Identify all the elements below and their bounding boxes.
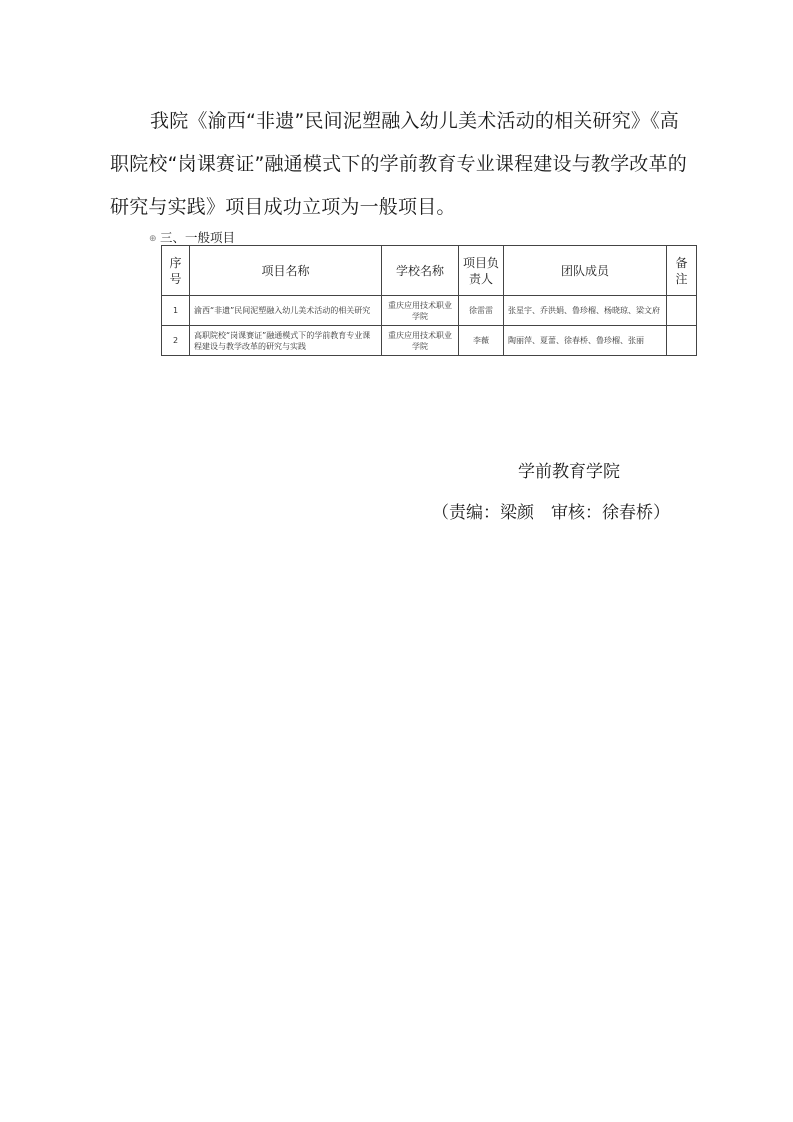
cell-project: 渝西“非遗”民间泥塑融入幼儿美术活动的相关研究 <box>190 296 382 326</box>
table-header-row <box>162 246 697 296</box>
table-row <box>162 326 697 356</box>
header-project: 项目名称 <box>190 246 382 296</box>
header-leader: 项目负责人 <box>459 246 504 296</box>
table-anchor-icon[interactable]: ⊕ <box>149 234 157 244</box>
header-index: 序号 <box>162 246 190 296</box>
cell-notes <box>667 326 697 356</box>
header-school: 学校名称 <box>382 246 459 296</box>
cell-index: 2 <box>162 326 190 356</box>
cell-members: 张星宇、乔洪娟、鲁珍榴、杨晓琼、梁文府 <box>504 296 667 326</box>
header-members: 团队成员 <box>504 246 667 296</box>
editor-credit: （责编：梁颜 审核：徐春桥） <box>432 503 670 523</box>
cell-notes <box>667 296 697 326</box>
cell-index: 1 <box>162 296 190 326</box>
cell-project: 高职院校“岗课赛证”融通模式下的学前教育专业课程建设与教学改革的研究与实践 <box>190 326 382 356</box>
section-title: 三、一般项目 <box>160 230 236 245</box>
project-table <box>161 245 697 356</box>
signature-department: 学前教育学院 <box>518 462 620 482</box>
cell-school: 重庆应用技术职业学院 <box>382 326 459 356</box>
cell-leader: 徐雷雷 <box>459 296 504 326</box>
cell-members: 陶丽萍、夏蕾、徐春桥、鲁珍榴、张丽 <box>504 326 667 356</box>
table-row <box>162 296 697 326</box>
cell-school: 重庆应用技术职业学院 <box>382 296 459 326</box>
body-paragraph: 我院《渝西“非遗”民间泥塑融入幼儿美术活动的相关研究》《高职院校“岗课赛证”融通模式下的学前教育专业课程建设与教学改革的研究与实践》项目成功立项为一般项目。 <box>110 110 687 218</box>
header-notes: 备注 <box>667 246 697 296</box>
cell-leader: 李薇 <box>459 326 504 356</box>
